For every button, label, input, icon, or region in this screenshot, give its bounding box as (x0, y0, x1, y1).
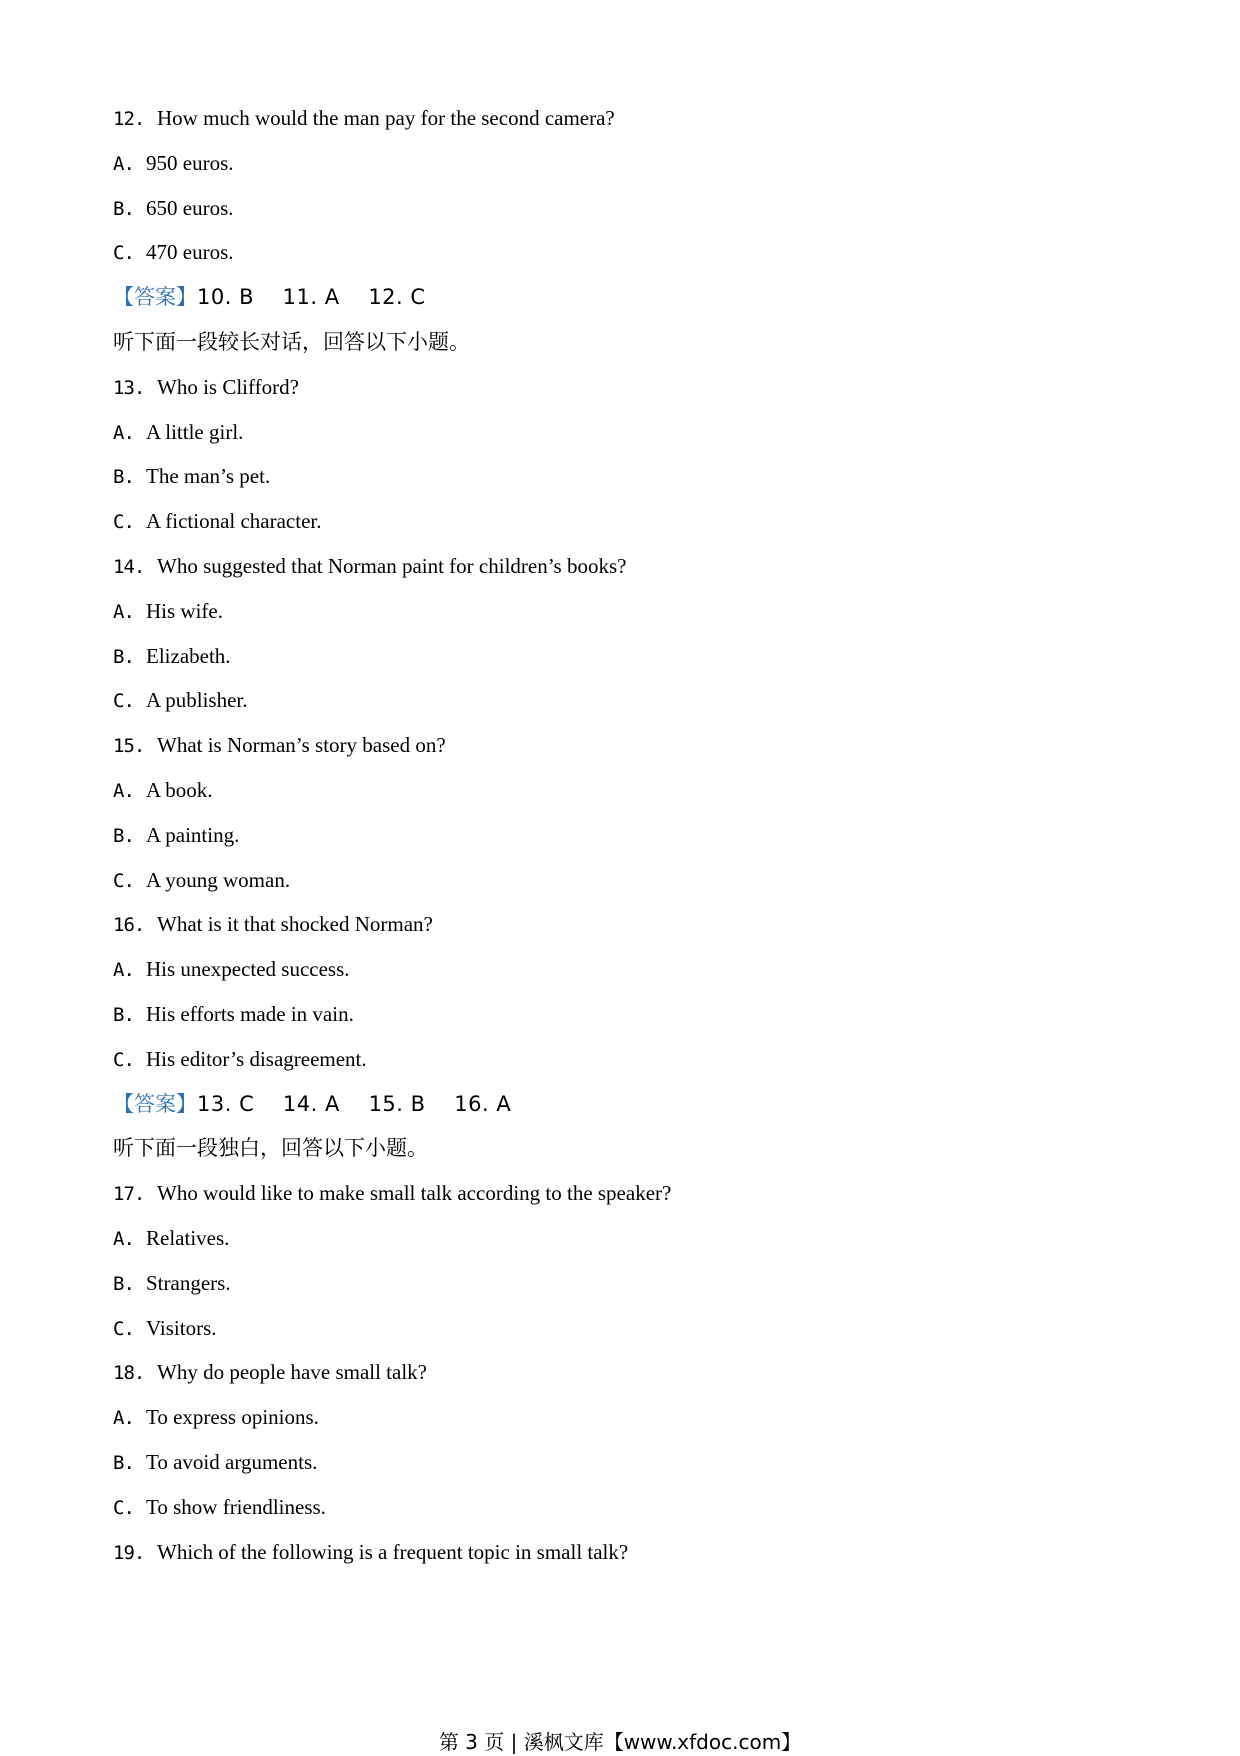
answer-key (113, 283, 426, 311)
option-letter: B. (113, 466, 134, 489)
question-text: How much would the man pay for the second camera? (157, 106, 615, 130)
answer-option (113, 1493, 326, 1522)
answer-label: 【答案】 (113, 285, 197, 310)
answer-key (113, 1090, 511, 1118)
option-text: 950 euros. (146, 150, 234, 175)
option-letter: C. (113, 511, 134, 534)
page-footer: 第 3 页 | 溪枫文库【www.xfdoc.com】 (438, 1730, 802, 1754)
answer-option (113, 597, 223, 626)
question-text: Who would like to make small talk according to the speaker? (157, 1181, 672, 1206)
answer-option (113, 1045, 367, 1074)
answer-option (113, 462, 270, 491)
option-letter: B. (113, 824, 134, 847)
answer-option (113, 1224, 229, 1253)
question (113, 552, 626, 581)
option-text: Elizabeth. (146, 643, 231, 668)
answer-option (113, 194, 234, 223)
question (113, 1538, 628, 1567)
option-text: Visitors. (146, 1315, 217, 1340)
option-letter: B. (113, 645, 134, 668)
answer-option (113, 418, 243, 447)
option-text: His efforts made in vain. (146, 1002, 354, 1026)
question-number: 13. (113, 376, 145, 399)
question-number: 16. (113, 914, 145, 937)
option-letter: C. (113, 690, 134, 713)
answer-option (113, 1314, 217, 1343)
question-text: Who is Clifford? (157, 374, 299, 399)
question (113, 1179, 671, 1208)
option-letter: B. (113, 1272, 134, 1295)
question-text: Why do people have small talk? (157, 1360, 427, 1385)
question-text: What is Norman’s story based on? (157, 733, 446, 758)
question-text: What is it that shocked Norman? (157, 912, 433, 937)
option-letter: A. (113, 780, 134, 802)
option-text: A painting. (146, 822, 240, 847)
answer-option (113, 1000, 354, 1029)
question (113, 731, 446, 760)
answer-values: 13. C 14. A 15. B 16. A (197, 1091, 512, 1116)
option-letter: A. (113, 600, 134, 623)
option-text: A fictional character. (146, 509, 322, 534)
section-instruction: 听下面一段较长对话，回答以下小题。 (113, 330, 470, 354)
option-letter: A. (113, 1228, 134, 1250)
option-letter: A. (113, 1407, 134, 1430)
option-letter: C. (113, 1496, 134, 1519)
option-text: 650 euros. (146, 195, 234, 220)
answer-option (113, 507, 322, 536)
option-letter: A. (113, 152, 134, 175)
answer-option (113, 1269, 231, 1298)
question (113, 373, 299, 402)
answer-label: 【答案】 (113, 1091, 197, 1116)
question-text: Who suggested that Norman paint for children’s books? (157, 554, 627, 578)
option-text: 470 euros. (146, 240, 234, 265)
question-number: 19. (113, 1541, 145, 1564)
question-number: 15. (113, 735, 145, 758)
option-letter: C. (113, 1048, 134, 1071)
question-number: 18. (113, 1362, 145, 1385)
option-text: His wife. (146, 598, 223, 623)
option-text: His editor’s disagreement. (146, 1046, 367, 1071)
option-letter: C. (113, 242, 134, 265)
option-letter: B. (113, 1004, 134, 1026)
section-instruction: 听下面一段独白，回答以下小题。 (113, 1136, 428, 1161)
option-text: To avoid arguments. (146, 1450, 318, 1474)
option-text: A young woman. (146, 867, 291, 892)
answer-option (113, 1403, 319, 1432)
question-number: 12. (113, 108, 145, 130)
option-text: Relatives. (146, 1226, 230, 1250)
option-text: A book. (146, 778, 213, 802)
question (113, 1358, 427, 1387)
question (113, 910, 433, 939)
option-text: Strangers. (146, 1270, 231, 1295)
option-letter: B. (113, 197, 134, 220)
question (113, 104, 615, 133)
answer-option (113, 642, 231, 671)
answer-option (113, 821, 239, 850)
answer-option (113, 776, 213, 805)
option-text: The man’s pet. (146, 464, 271, 489)
answer-option (113, 149, 234, 178)
option-text: A little girl. (146, 419, 244, 444)
answer-option (113, 866, 290, 895)
answer-values: 10. B 11. A 12. C (197, 285, 426, 310)
answer-option (113, 686, 248, 715)
option-text: To express opinions. (146, 1405, 319, 1430)
option-letter: C. (113, 1317, 134, 1340)
question-number: 14. (113, 556, 145, 578)
option-letter: A. (113, 421, 134, 444)
option-text: A publisher. (146, 688, 248, 713)
option-text: His unexpected success. (146, 957, 350, 982)
option-text: To show friendliness. (146, 1494, 326, 1519)
answer-option (113, 1448, 317, 1477)
option-letter: C. (113, 869, 134, 892)
answer-option (113, 238, 234, 267)
answer-option (113, 955, 350, 984)
option-letter: B. (113, 1452, 134, 1474)
question-text: Which of the following is a frequent topic in small talk? (157, 1539, 629, 1564)
option-letter: A. (113, 959, 134, 982)
question-number: 17. (113, 1183, 145, 1206)
